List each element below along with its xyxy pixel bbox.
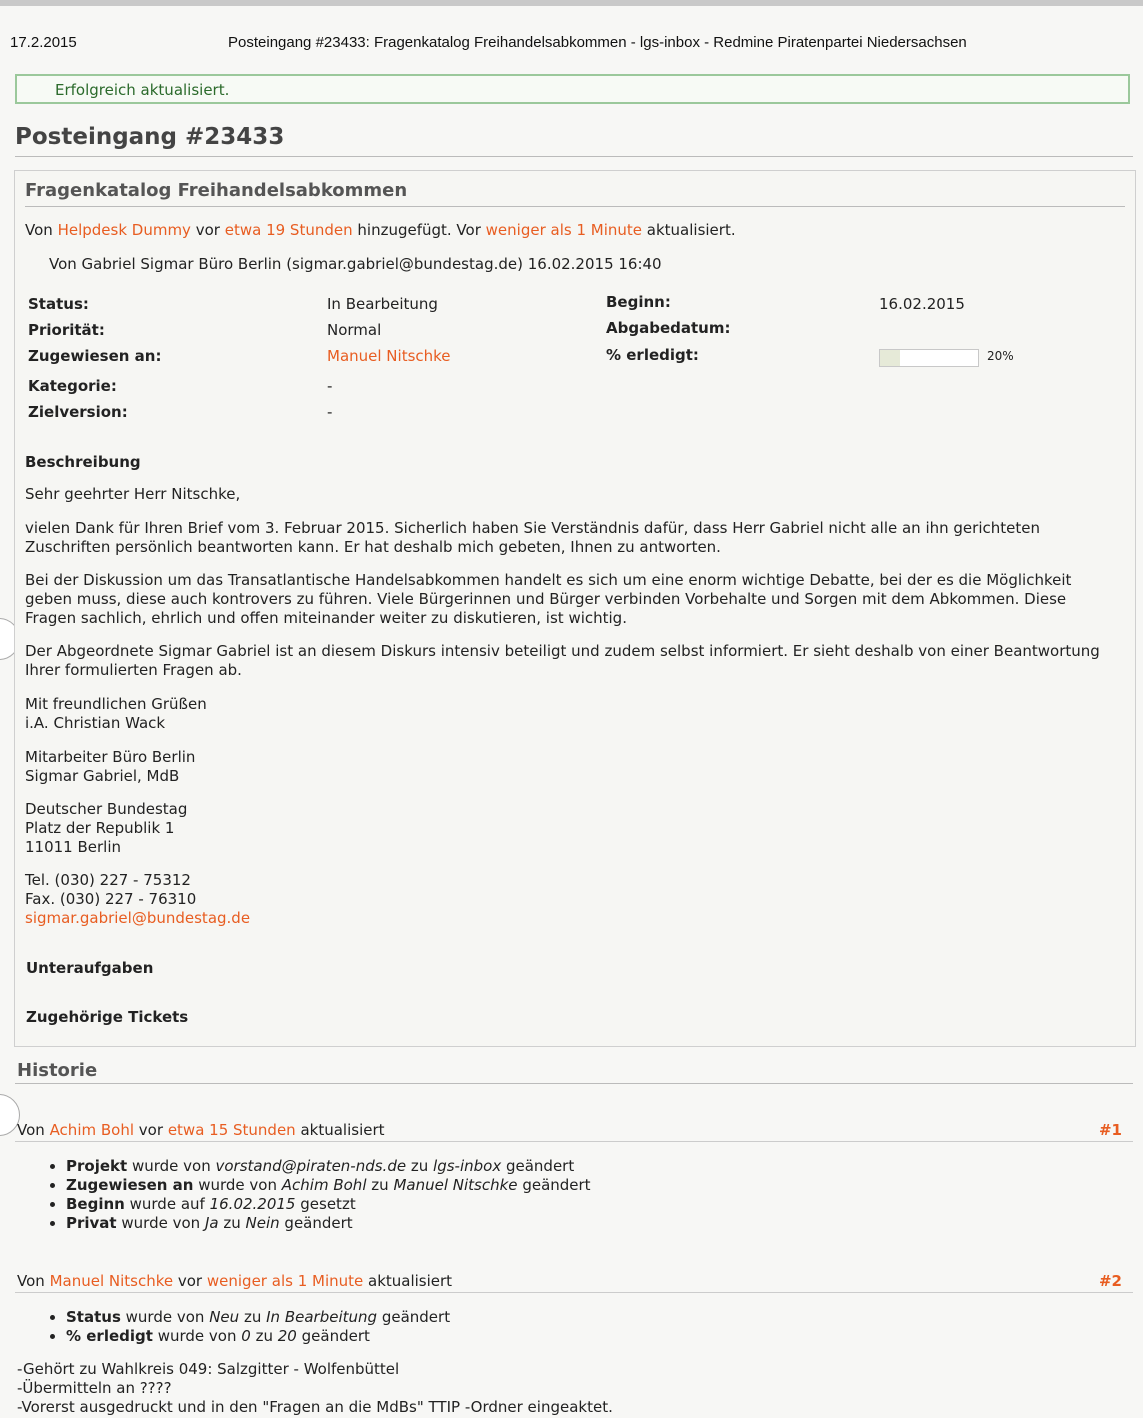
issue-subject: Fragenkatalog Freihandelsabkommen	[25, 180, 408, 201]
sender-line: Von Gabriel Sigmar Büro Berlin (sigmar.gabriel@bundestag.de) 16.02.2015 16:40	[49, 255, 662, 273]
contact-block	[25, 871, 1115, 928]
journal-notes	[17, 1360, 613, 1417]
created-time-link[interactable]: etwa 19 Stunden	[224, 221, 353, 239]
letter-paragraph: Der Abgeordnete Sigmar Gabriel ist an diesem Diskurs intensiv beteiligt und zudem selbst informiert. Er sieht deshalb von einer Beantwortung Ihrer formulierten Fragen ab.	[25, 642, 1100, 679]
letter-closing	[25, 695, 1115, 733]
done-percent-text: 20%	[987, 349, 1014, 363]
page-top-edge	[0, 0, 1143, 6]
updated-time-link[interactable]: weniger als 1 Minute	[485, 221, 642, 239]
issue-author-line	[25, 221, 736, 239]
related-tickets-heading: Zugehörige Tickets	[26, 1008, 189, 1026]
letter-paragraph: vielen Dank für Ihren Brief vom 3. Februar 2015. Sicherlich haben Sie Verständnis dafür, dass Herr Gabriel nicht alle an ihn gerichteten Zuschriften persönlich beantworten kann. Er hat deshalb mich gebeten, Ihnen zu antworten.	[25, 519, 1040, 556]
issue-details	[14, 170, 1136, 1047]
journal-time-link[interactable]: etwa 15 Stunden	[167, 1121, 296, 1139]
priority-label: Priorität:	[28, 321, 105, 339]
address-block	[25, 800, 1115, 857]
flash-notice	[15, 74, 1130, 104]
journal-mid: vor	[138, 1121, 164, 1139]
target-version-value: -	[327, 403, 333, 421]
print-title: Posteingang #23433: Fragenkatalog Freihandelsabkommen - lgs-inbox - Redmine Piratenpartei Niedersachsen	[228, 34, 967, 51]
due-label: Abgabedatum:	[606, 319, 731, 337]
journal-changes	[20, 1308, 450, 1346]
subject-divider	[25, 206, 1125, 207]
address-line: 11011 Berlin	[25, 838, 122, 856]
journal-change: • Zugewiesen an wurde von Achim Bohl zu Manuel Nitschke geändert	[66, 1176, 591, 1195]
note-line: -Übermitteln an ????	[17, 1379, 172, 1397]
signature-block	[25, 748, 1115, 786]
created-prefix: vor	[195, 221, 220, 239]
journal-divider	[15, 1292, 1133, 1293]
fax-line: Fax. (030) 227 - 76310	[25, 890, 197, 908]
address-line: Platz der Republik 1	[25, 819, 175, 837]
assigned-label: Zugewiesen an:	[28, 347, 162, 365]
print-header	[0, 30, 1143, 54]
journal-author-link[interactable]: Achim Bohl	[49, 1121, 135, 1139]
address-line: Deutscher Bundestag	[25, 800, 188, 818]
journal-changes	[20, 1157, 591, 1233]
print-date: 17.2.2015	[10, 34, 77, 51]
history-divider	[15, 1083, 1133, 1084]
journal-number-link[interactable]: #2	[1098, 1272, 1122, 1290]
journal-change: • Beginn wurde auf 16.02.2015 gesetzt	[66, 1195, 591, 1214]
letter-paragraph: Bei der Diskussion um das Transatlantische Handelsabkommen handelt es sich um eine enorm wichtige Debatte, bei der es die Möglichkeit geben muss, diese auch kontrovers zu führen. Viele Bürgerinnen und Bürger verbinden Vorbehalte und Sorgen mit dem Abkommen. Diese Fragen sachlich, ehrlich und offen miteinander weiter zu diskutieren, ist wichtig.	[25, 571, 1072, 627]
subtasks-heading: Unteraufgaben	[26, 959, 154, 977]
closing-line: i.A. Christian Wack	[25, 714, 166, 732]
note-line: -Vorerst ausgedruckt und in den "Fragen an die MdBs" TTIP -Ordner eingeaktet.	[17, 1398, 613, 1416]
flash-notice-text: Erfolgreich aktualisiert.	[55, 81, 230, 99]
journal-author-link[interactable]: Manuel Nitschke	[49, 1272, 174, 1290]
journal-time-link[interactable]: weniger als 1 Minute	[206, 1272, 364, 1290]
author-prefix: Von	[25, 221, 53, 239]
letter-salutation: Sehr geehrter Herr Nitschke,	[25, 485, 241, 503]
journal-change: • Privat wurde von Ja zu Nein geändert	[66, 1214, 591, 1233]
journal-change: • % erledigt wurde von 0 zu 20 geändert	[66, 1327, 450, 1346]
page-title: Posteingang #23433	[15, 124, 285, 150]
title-divider	[15, 156, 1133, 157]
email-link[interactable]: sigmar.gabriel@bundestag.de	[25, 909, 251, 927]
done-label: % erledigt:	[606, 346, 699, 364]
priority-value: Normal	[327, 321, 382, 339]
journal-change: • Status wurde von Neu zu In Bearbeitung geändert	[66, 1308, 450, 1327]
description-heading: Beschreibung	[25, 453, 141, 471]
created-suffix: hinzugefügt. Vor	[357, 221, 481, 239]
journal-header	[17, 1121, 1122, 1139]
category-label: Kategorie:	[28, 377, 117, 395]
note-line: -Gehört zu Wahlkreis 049: Salzgitter - Wolfenbüttel	[17, 1360, 400, 1378]
start-value: 16.02.2015	[879, 295, 965, 313]
status-value: In Bearbeitung	[327, 295, 438, 313]
signature-line: Mitarbeiter Büro Berlin	[25, 748, 196, 766]
journal-divider	[15, 1141, 1133, 1142]
start-label: Beginn:	[606, 293, 671, 311]
category-value: -	[327, 377, 333, 395]
journal-suffix: aktualisiert	[300, 1121, 385, 1139]
assigned-link[interactable]: Manuel Nitschke	[327, 347, 451, 365]
journal-suffix: aktualisiert	[368, 1272, 453, 1290]
history-heading: Historie	[17, 1060, 98, 1081]
done-progress-bar	[879, 349, 979, 367]
target-version-label: Zielversion:	[28, 403, 128, 421]
status-label: Status:	[28, 295, 89, 313]
journal-prefix: Von	[17, 1121, 45, 1139]
journal-header	[17, 1272, 1122, 1290]
phone-line: Tel. (030) 227 - 75312	[25, 871, 191, 889]
journal-number-link[interactable]: #1	[1098, 1121, 1122, 1139]
journal-mid: vor	[177, 1272, 203, 1290]
journal-prefix: Von	[17, 1272, 45, 1290]
signature-line: Sigmar Gabriel, MdB	[25, 767, 180, 785]
author-link[interactable]: Helpdesk Dummy	[57, 221, 191, 239]
done-progress-fill	[880, 350, 900, 366]
journal-change: • Projekt wurde von vorstand@piraten-nds.de zu lgs-inbox geändert	[66, 1157, 591, 1176]
closing-line: Mit freundlichen Grüßen	[25, 695, 207, 713]
updated-suffix: aktualisiert.	[646, 221, 736, 239]
